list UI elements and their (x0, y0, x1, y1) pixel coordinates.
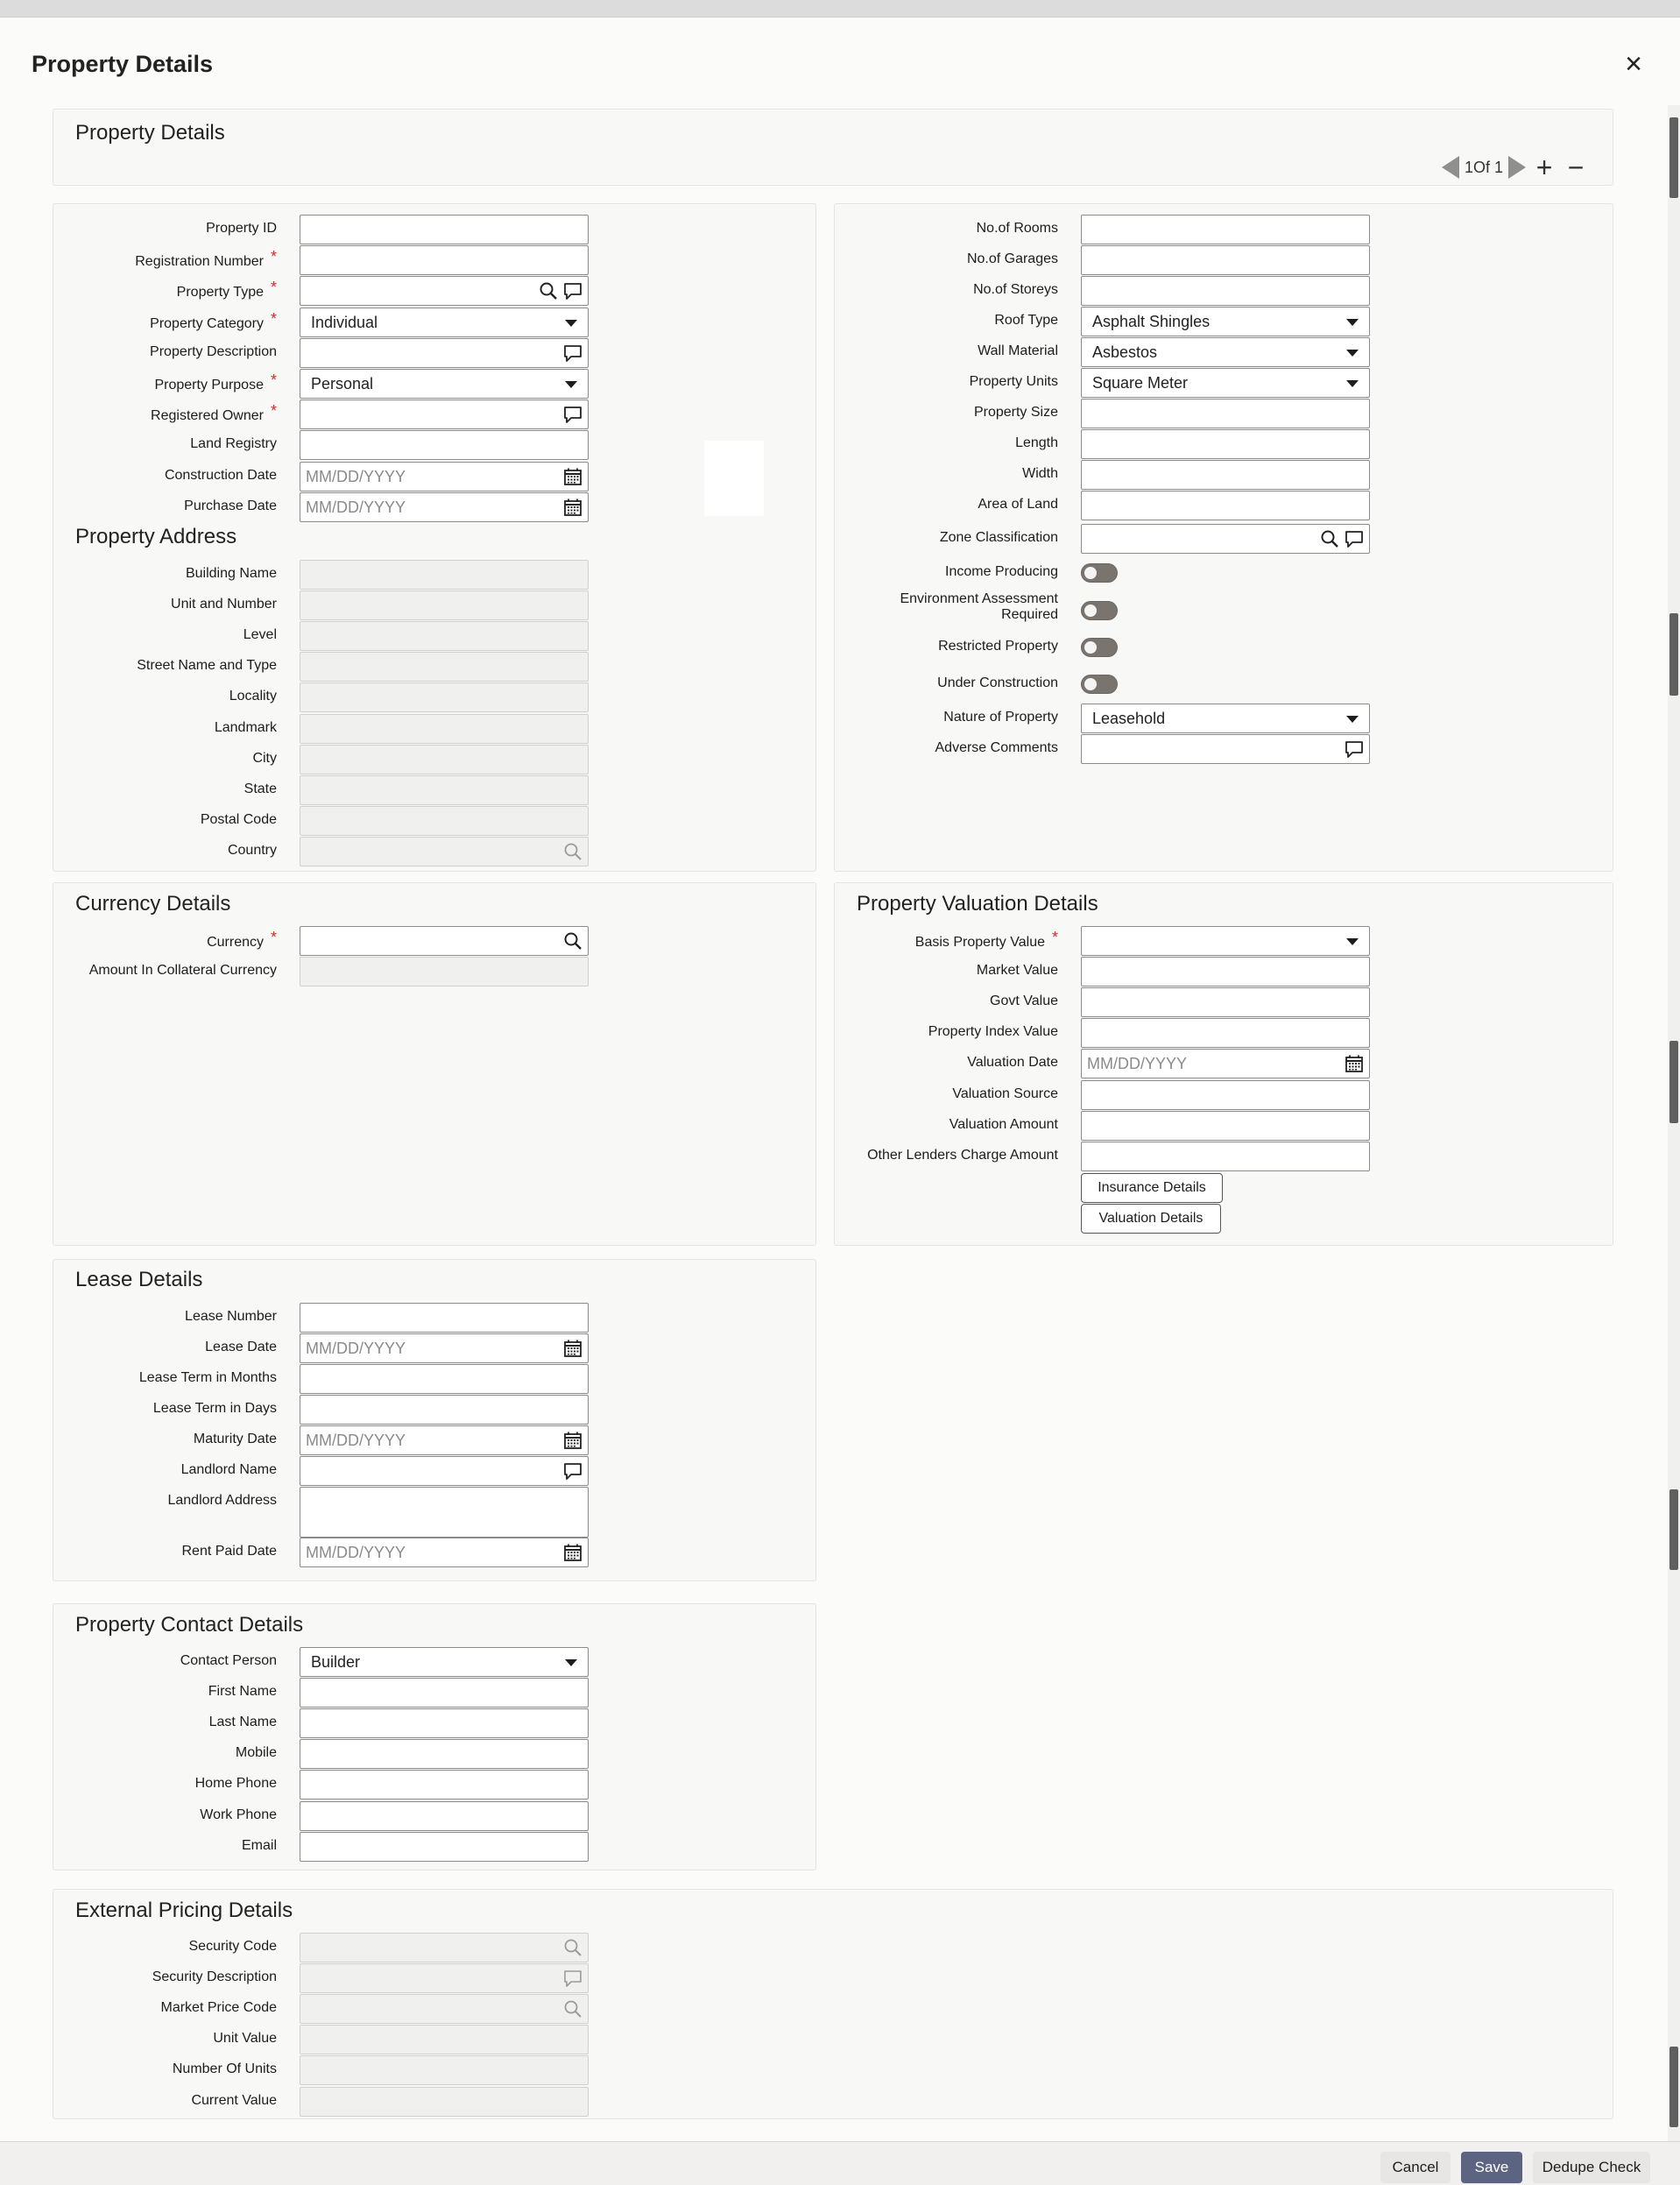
label-text: No.of Garages (966, 251, 1058, 266)
market-price-code-input (300, 1994, 589, 2024)
label-text: Property Description (150, 343, 277, 359)
calendar-icon[interactable] (563, 498, 582, 517)
valuation-date-input[interactable] (1081, 1049, 1370, 1078)
section-title-contact-details: Property Contact Details (75, 1613, 304, 1637)
label-landlord-name (181, 1462, 277, 1478)
label-restricted-property (938, 639, 1058, 654)
label-text: Security Code (188, 1939, 277, 1954)
comment-icon[interactable] (563, 405, 582, 424)
label-text: Street Name and Type (137, 658, 277, 674)
label-number-of-units (173, 2061, 277, 2077)
search-icon[interactable] (563, 842, 582, 861)
property-units-select[interactable] (1081, 368, 1370, 398)
label-adverse-comments (935, 740, 1059, 756)
label-text: Amount In Collateral Currency (88, 963, 277, 978)
required-asterisk: * (270, 371, 277, 389)
label-market-price-code (161, 2000, 278, 2016)
lease-date-input[interactable] (300, 1333, 589, 1363)
chevron-down-icon[interactable] (565, 381, 577, 388)
no-of-storeys-input[interactable] (1081, 276, 1370, 306)
chevron-down-icon[interactable] (565, 320, 577, 327)
label-text: Maturity Date (193, 1432, 277, 1446)
property-purpose-select[interactable] (300, 369, 589, 399)
lease-number-input[interactable] (300, 1303, 589, 1333)
calendar-icon[interactable] (563, 1339, 582, 1358)
label-text: Postal Code (200, 811, 277, 827)
external-pricing-panel (53, 1889, 1613, 2119)
required-asterisk: * (270, 402, 277, 421)
calendar-icon[interactable] (1345, 1054, 1364, 1073)
search-icon[interactable] (1320, 529, 1339, 548)
registration-number-input[interactable] (300, 245, 589, 275)
label-text: Construction Date (164, 467, 277, 483)
required-asterisk: * (1051, 929, 1058, 946)
label-text: Lease Term in Months (138, 1370, 277, 1385)
label-lease-term-in-days (153, 1401, 277, 1417)
label-email (242, 1838, 277, 1854)
label-text: Unit Value (213, 2031, 277, 2047)
label-property-id (206, 221, 277, 237)
save-button[interactable]: Save (1461, 2152, 1522, 2183)
field-value: MM/DD/YYYY (306, 1340, 406, 1357)
construction-date-input[interactable] (300, 462, 589, 491)
comment-icon[interactable] (563, 1969, 582, 1988)
label-wall-material (978, 343, 1058, 359)
label-last-name (209, 1715, 277, 1730)
label-text: Valuation Source (952, 1085, 1058, 1101)
no-of-garages-input[interactable] (1081, 245, 1370, 275)
roof-type-select[interactable] (1081, 307, 1370, 336)
comment-icon[interactable] (563, 343, 582, 363)
label-text: Income Producing (945, 564, 1058, 579)
toggle-income-producing[interactable] (1081, 563, 1118, 583)
label-property-type (176, 279, 277, 301)
window-top-strip (0, 0, 1680, 18)
label-purchase-date (184, 499, 277, 514)
label-work-phone (200, 1807, 277, 1823)
section-title-external-pricing: External Pricing Details (75, 1899, 293, 1922)
property-details-header-panel (53, 109, 1613, 186)
label-valuation-amount (949, 1117, 1058, 1133)
market-value-input[interactable] (1081, 957, 1370, 986)
field-value: MM/DD/YYYY (306, 498, 406, 516)
label-text: No.of Storeys (973, 282, 1058, 297)
label-text: Work Phone (200, 1807, 277, 1822)
label-nature-of-property (943, 710, 1058, 725)
country-input (300, 837, 589, 866)
basis-property-value-select[interactable] (1081, 926, 1370, 956)
previous-record-icon[interactable] (1442, 156, 1459, 179)
property-size-input[interactable] (1081, 399, 1370, 428)
field-value: MM/DD/YYYY (1087, 1055, 1188, 1073)
label-no-of-rooms (977, 221, 1058, 237)
label-text: Property Type (176, 285, 264, 301)
street-name-and-type-input (300, 652, 589, 682)
label-lease-date (205, 1340, 277, 1355)
search-icon[interactable] (563, 931, 582, 951)
label-text: Registered Owner (151, 408, 264, 424)
field-value: Personal (311, 375, 374, 392)
label-text: Valuation Date (967, 1055, 1058, 1071)
vertical-scrollbar[interactable] (1668, 105, 1680, 2146)
width-input[interactable] (1081, 460, 1370, 490)
label-text: Last Name (208, 1715, 277, 1730)
label-security-description (152, 1969, 277, 1985)
work-phone-input[interactable] (300, 1801, 589, 1831)
label-mobile (236, 1745, 277, 1761)
label-text: No.of Rooms (976, 221, 1058, 236)
label-valuation-date (967, 1055, 1058, 1071)
remove-record-icon[interactable]: − (1567, 152, 1585, 183)
label-roof-type (994, 313, 1058, 329)
other-lenders-charge-amount-input[interactable] (1081, 1142, 1370, 1171)
close-icon[interactable]: × (1625, 47, 1642, 81)
label-text: Locality (229, 689, 277, 704)
field-value: MM/DD/YYYY (306, 467, 406, 485)
chevron-down-icon[interactable] (1346, 350, 1359, 357)
label-currency (207, 929, 277, 951)
label-property-description (150, 344, 277, 360)
dialog-title: Property Details (32, 51, 214, 77)
label-city (252, 751, 277, 767)
chevron-down-icon[interactable] (1346, 319, 1359, 326)
label-text: Property Category (150, 315, 264, 331)
label-text: Lease Term in Days (152, 1401, 277, 1416)
label-text: Area of Land (978, 497, 1058, 512)
label-text: Current Value (191, 2092, 277, 2108)
city-input (300, 745, 589, 774)
label-contact-person (180, 1653, 277, 1669)
label-zone-classification (940, 530, 1058, 546)
scrollbar-thumb-5[interactable] (1669, 2047, 1678, 2127)
label-text: Level (243, 627, 277, 643)
label-text: Width (1022, 466, 1058, 481)
label-property-size (974, 405, 1058, 421)
label-text: Nature of Property (943, 710, 1058, 725)
label-no-of-storeys (973, 282, 1058, 298)
label-unit-and-number (171, 597, 277, 612)
required-asterisk: * (270, 279, 277, 297)
dedupe-check-button[interactable]: Dedupe Check (1533, 2152, 1650, 2183)
label-security-code (189, 1939, 278, 1955)
state-input (300, 775, 589, 805)
cancel-button[interactable]: Cancel (1380, 2152, 1451, 2183)
scrollbar-thumb-3[interactable] (1669, 1041, 1678, 1123)
label-text: Purchase Date (184, 498, 277, 513)
label-text: Roof Type (994, 313, 1058, 328)
calendar-icon[interactable] (563, 1431, 582, 1450)
landmark-input (300, 714, 589, 744)
currency-input[interactable] (300, 926, 589, 956)
label-text: Govt Value (990, 994, 1058, 1009)
comment-icon[interactable] (563, 1461, 582, 1481)
home-phone-input[interactable] (300, 1770, 589, 1800)
purchase-date-input[interactable] (300, 492, 589, 522)
label-text: Landlord Name (180, 1462, 277, 1477)
label-text: Property ID (206, 221, 277, 236)
label-home-phone (195, 1776, 277, 1792)
label-environment-assessment (900, 591, 1058, 623)
label-property-units (970, 374, 1058, 390)
comment-icon[interactable] (563, 281, 582, 301)
section-title-currency-details: Currency Details (75, 892, 231, 916)
label-amount-in-collateral-currency (89, 963, 277, 979)
label-building-name (186, 566, 277, 582)
label-text: Adverse Comments (935, 740, 1058, 755)
label-text: Other Lenders Charge Amount (867, 1147, 1058, 1163)
label-text: Zone Classification (939, 530, 1058, 545)
next-record-icon[interactable] (1508, 156, 1526, 179)
mobile-input[interactable] (300, 1739, 589, 1769)
label-rent-paid-date (181, 1544, 277, 1559)
label-text: Length (1015, 435, 1058, 450)
label-text: Basis Property Value (914, 935, 1045, 950)
scrollbar-thumb-2[interactable] (1669, 613, 1678, 696)
maturity-date-input[interactable] (300, 1425, 589, 1455)
label-property-category (150, 309, 277, 332)
toggle-environment-assessment[interactable] (1081, 601, 1118, 620)
label-state (244, 781, 277, 797)
scrollbar-thumb-4[interactable] (1669, 1489, 1678, 1570)
label-text: Environment Assessment (900, 591, 1058, 606)
label-length (1015, 435, 1058, 451)
label-text: Under Construction (937, 675, 1058, 690)
locality-input (300, 682, 589, 712)
label-text: Number Of Units (172, 2061, 277, 2077)
security-code-input (300, 1933, 589, 1962)
field-value: Asphalt Shingles (1092, 313, 1211, 330)
label-market-value (977, 963, 1058, 979)
label-other-lenders-charge-amount (867, 1148, 1058, 1163)
label-level (244, 627, 277, 643)
valuation-source-input[interactable] (1081, 1080, 1370, 1110)
chevron-down-icon[interactable] (565, 1659, 577, 1666)
adverse-comments-input[interactable] (1081, 734, 1370, 764)
record-pager (1442, 152, 1589, 183)
label-text: Email (241, 1837, 277, 1853)
landlord-address-input[interactable] (300, 1487, 589, 1538)
label-text: Lease Number (185, 1309, 277, 1324)
comment-icon[interactable] (1345, 529, 1364, 548)
label-text: Market Price Code (160, 2000, 277, 2016)
field-value: Individual (311, 313, 378, 331)
label-text: Property Purpose (154, 378, 264, 392)
label-unit-value (213, 2031, 277, 2047)
chevron-down-icon[interactable] (1346, 380, 1359, 387)
label-text: Rent Paid Date (181, 1544, 277, 1559)
toggle-restricted-property[interactable] (1081, 638, 1118, 657)
label-lease-term-in-months (139, 1370, 277, 1386)
label-text: Restricted Property (938, 639, 1058, 654)
label-text: City (252, 750, 277, 766)
label-postal-code (201, 812, 277, 828)
label-text: Building Name (185, 566, 277, 581)
field-value: Asbestos (1092, 343, 1158, 361)
label-text: Landmark (214, 719, 277, 735)
label-text: Property Units (969, 374, 1058, 389)
label-area-of-land (978, 497, 1058, 513)
level-input (300, 621, 589, 651)
label-maturity-date (194, 1432, 277, 1447)
unit-and-number-input (300, 590, 589, 620)
number-of-units-input (300, 2055, 589, 2085)
label-locality (229, 689, 277, 704)
label-text: Currency (207, 935, 264, 950)
required-asterisk: * (270, 309, 277, 328)
unit-value-input (300, 2025, 589, 2054)
section-title-property-details: Property Details (75, 121, 225, 145)
label-text-line2: Required (1001, 607, 1058, 622)
amount-in-collateral-currency-input (300, 957, 589, 986)
first-name-input[interactable] (300, 1678, 589, 1708)
label-valuation-source (952, 1086, 1058, 1102)
calendar-icon[interactable] (563, 1543, 582, 1562)
label-text: Home Phone (194, 1776, 277, 1792)
label-text: Wall Material (978, 343, 1058, 358)
label-text: First Name (208, 1684, 277, 1700)
label-current-value (191, 2093, 277, 2109)
security-description-input (300, 1963, 589, 1993)
label-text: Valuation Amount (949, 1116, 1058, 1132)
blank-area (704, 441, 764, 516)
label-basis-property-value (914, 929, 1058, 951)
property-description-input[interactable] (300, 338, 589, 368)
lease-term-in-months-input[interactable] (300, 1364, 589, 1394)
postal-code-input (300, 806, 589, 836)
registered-owner-input[interactable] (300, 400, 589, 429)
required-asterisk: * (270, 248, 277, 266)
label-text: Mobile (235, 1745, 277, 1761)
label-property-purpose (154, 371, 277, 393)
property-category-select[interactable] (300, 308, 589, 337)
property-type-input[interactable] (300, 276, 589, 306)
section-title-valuation-details: Property Valuation Details (857, 892, 1098, 916)
field-value: Builder (311, 1653, 361, 1671)
add-record-icon[interactable]: + (1535, 152, 1553, 183)
scrollbar-thumb-1[interactable] (1669, 117, 1678, 198)
required-asterisk: * (270, 929, 277, 946)
label-first-name (208, 1684, 277, 1700)
label-income-producing (945, 564, 1058, 580)
label-text: Property Size (973, 405, 1058, 420)
label-property-index-value (928, 1024, 1058, 1040)
current-value-input (300, 2087, 589, 2117)
field-value: Square Meter (1092, 374, 1189, 392)
property-id-input[interactable] (300, 215, 589, 244)
label-text: Registration Number (135, 254, 264, 270)
toggle-under-construction[interactable] (1081, 675, 1118, 694)
chevron-down-icon[interactable] (1346, 938, 1359, 945)
nature-of-property-select[interactable] (1081, 704, 1370, 733)
email-input[interactable] (300, 1832, 589, 1862)
property-index-value-input[interactable] (1081, 1018, 1370, 1048)
no-of-rooms-input[interactable] (1081, 215, 1370, 244)
length-input[interactable] (1081, 429, 1370, 459)
label-text: Lease Date (205, 1340, 277, 1354)
comment-icon[interactable] (1345, 739, 1364, 759)
building-name-input (300, 560, 589, 590)
label-no-of-garages (967, 251, 1058, 267)
landlord-name-input[interactable] (300, 1456, 589, 1486)
label-registration-number (135, 248, 277, 270)
label-text: Property Index Value (928, 1024, 1058, 1040)
label-text: Market Value (976, 963, 1058, 979)
field-value: MM/DD/YYYY (306, 1432, 406, 1449)
label-text: Landlord Address (167, 1493, 277, 1508)
valuation-amount-input[interactable] (1081, 1111, 1370, 1141)
label-govt-value (990, 994, 1058, 1009)
chevron-down-icon[interactable] (1346, 716, 1359, 723)
label-registered-owner (151, 402, 277, 424)
area-of-land-input[interactable] (1081, 491, 1370, 520)
label-text: State (244, 781, 277, 796)
land-registry-input[interactable] (300, 430, 589, 460)
label-text: Contact Person (180, 1653, 277, 1668)
search-icon[interactable] (563, 1938, 582, 1957)
label-construction-date (165, 468, 277, 484)
search-icon[interactable] (563, 1999, 582, 2019)
calendar-icon[interactable] (563, 467, 582, 486)
label-text: Land Registry (190, 436, 277, 452)
lease-term-in-days-input[interactable] (300, 1395, 589, 1425)
valuation-details-button[interactable]: Valuation Details (1081, 1204, 1221, 1234)
label-width (1022, 466, 1058, 482)
field-value: Leasehold (1092, 710, 1166, 727)
label-lease-number (185, 1309, 277, 1325)
last-name-input[interactable] (300, 1708, 589, 1738)
label-landmark (215, 720, 277, 736)
govt-value-input[interactable] (1081, 987, 1370, 1017)
pager-text: 1Of 1 (1465, 158, 1504, 176)
rent-paid-date-input[interactable] (300, 1538, 589, 1567)
label-country (228, 843, 277, 859)
label-landlord-address (167, 1493, 277, 1509)
search-icon[interactable] (539, 281, 558, 301)
label-text: Unit and Number (171, 597, 277, 612)
label-street-name-and-type (137, 658, 277, 674)
label-under-construction (937, 675, 1058, 691)
section-title-property-address: Property Address (75, 525, 237, 548)
contact-person-select[interactable] (300, 1647, 589, 1677)
label-land-registry (190, 436, 277, 452)
section-title-lease-details: Lease Details (75, 1268, 203, 1291)
wall-material-select[interactable] (1081, 337, 1370, 367)
label-text: Country (227, 842, 277, 858)
zone-classification-input[interactable] (1081, 524, 1370, 554)
label-text: Security Description (152, 1969, 277, 1985)
field-value: MM/DD/YYYY (306, 1544, 406, 1561)
insurance-details-button[interactable]: Insurance Details (1081, 1173, 1223, 1203)
